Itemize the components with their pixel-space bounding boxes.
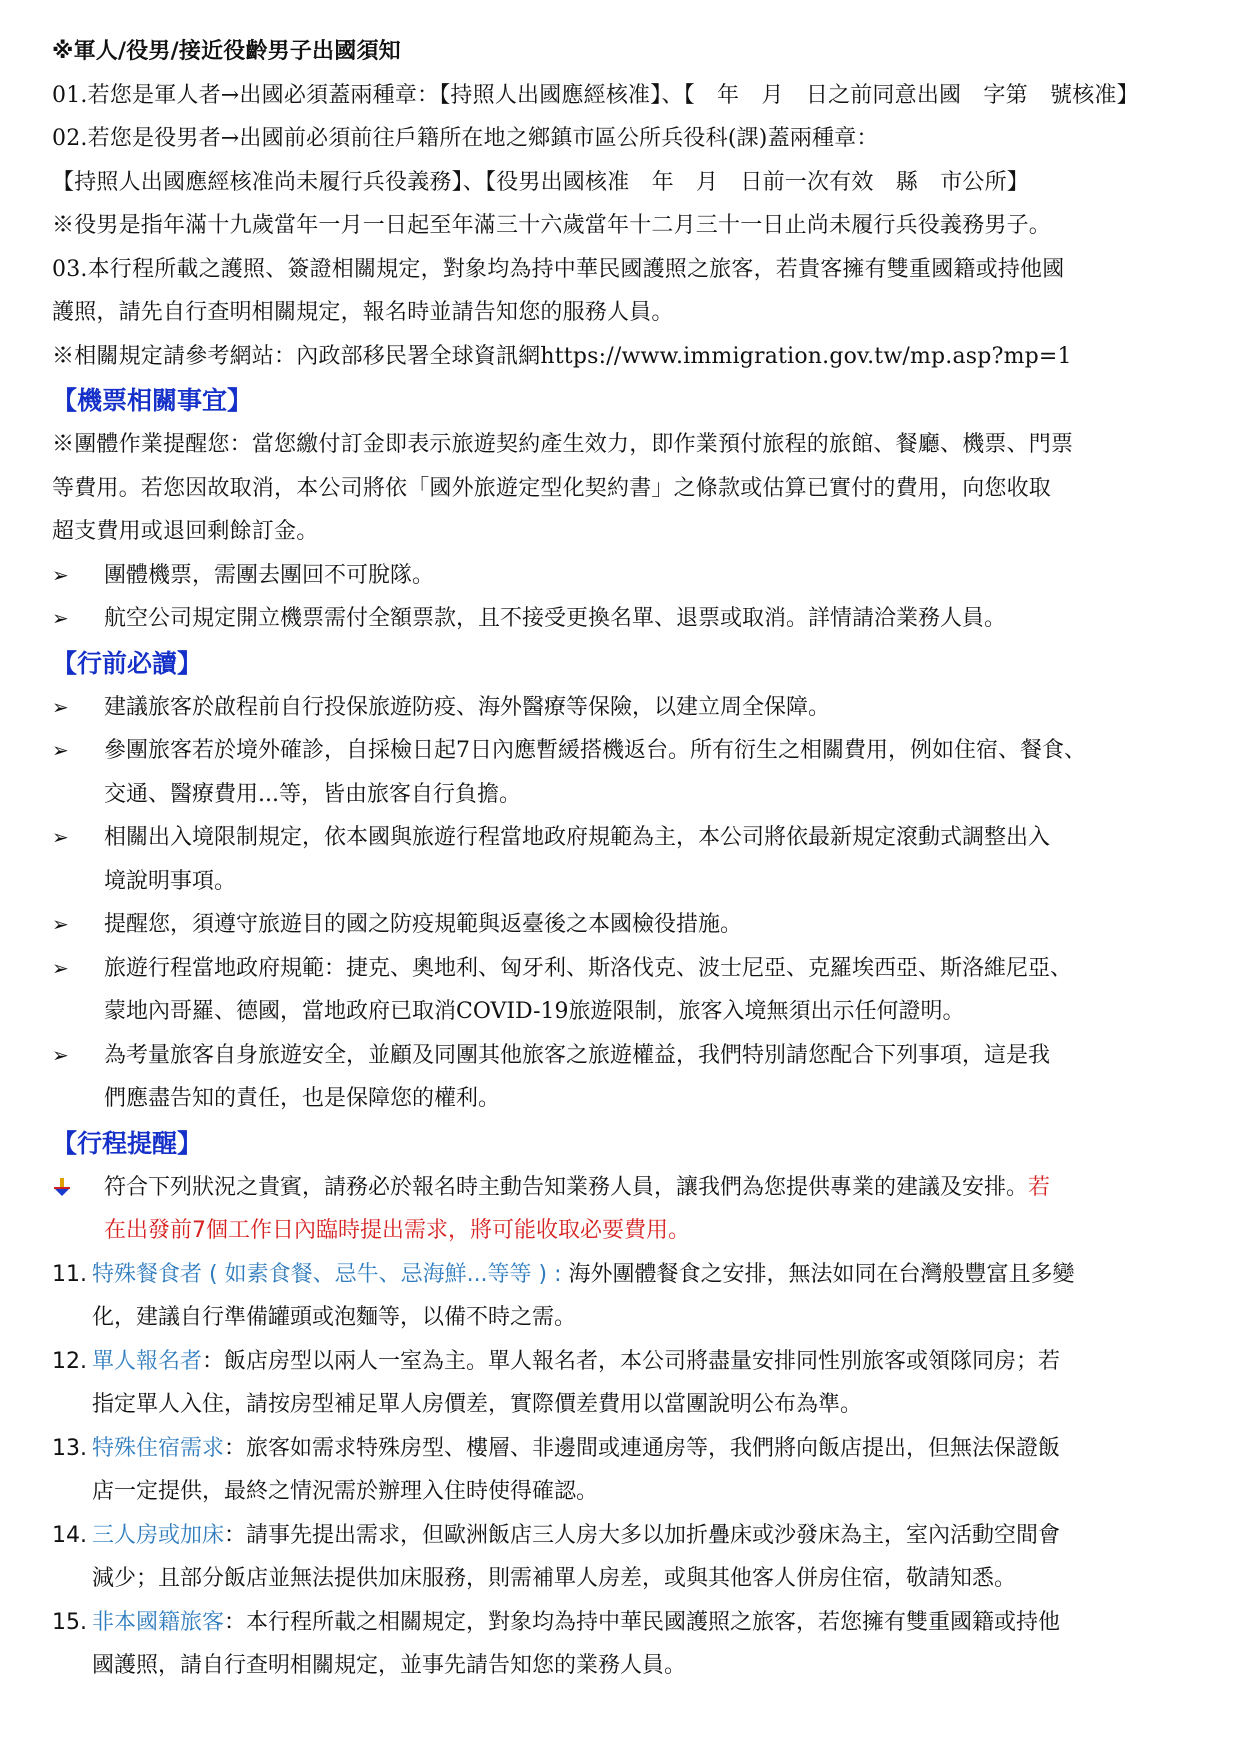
predeparture-bullet-text: 為考量旅客自身旅遊安全，並顧及同團其他旅客之旅遊權益，我們特別請您配合下列事項，這是我 — [104, 1042, 1051, 1068]
ticket-bullet — [52, 554, 1202, 598]
item-text: 減少；且部分飯店並無法提供加床服務，則需補單人房差，或與其他客人併房住宿，敬請知悉。 — [92, 1566, 1017, 1591]
military-title: ※軍人/役男/接近役齡男子出國須知 — [52, 39, 401, 64]
item-label: 特殊餐食者 ( 如素食餐、忌牛、忌海鮮...等等 ) : — [92, 1261, 562, 1287]
ticket-bullet — [52, 597, 1202, 641]
item-text: ：本行程所載之相關規定，對象均為持中華民國護照之旅客，若您擁有雙重國籍或持他 — [224, 1609, 1061, 1635]
predeparture-bullet-text: 們應盡告知的責任，也是保障您的權利。 — [104, 1086, 501, 1111]
item-number: 12. — [52, 1348, 87, 1374]
predeparture-bullet-text: 旅遊行程當地政府規範：捷克、奧地利、匈牙利、斯洛伐克、波士尼亞、克羅埃西亞、斯洛維尼亞、 — [104, 955, 1073, 981]
item-text: 國護照，請自行查明相關規定，並事先請告知您的業務人員。 — [92, 1653, 687, 1678]
item-text: 店一定提供，最終之情況需於辦理入住時使得確認。 — [92, 1479, 599, 1504]
military-line-02b: 【持照人出國應經核准尚未履行兵役義務】、【役男出國核准 年 月 日前一次有效 縣 市公所】 — [52, 169, 1030, 195]
arrow-bullet-icon: ➢ — [52, 825, 69, 849]
predeparture-bullet-text: 蒙地內哥羅、德國，當地政府已取消COVID-19旅遊限制，旅客入境無須出示任何證明。 — [104, 999, 965, 1024]
item-number: 15. — [52, 1609, 87, 1635]
predeparture-bullet-text: 參團旅客若於境外確診，自採檢日起7日內應暫緩搭機返台。所有衍生之相關費用，例如住宿、餐食、 — [104, 738, 1087, 763]
ticket-para-line: 等費用。若您因故取消，本公司將依「國外旅遊定型化契約書」之條款或估算已實付的費用，向您收取 — [52, 475, 1052, 501]
item-text: 化，建議自行準備罐頭或泡麵等，以備不時之需。 — [92, 1305, 577, 1330]
reminder-item — [52, 1514, 1202, 1601]
predeparture-bullet-text: 交通、醫療費用...等，皆由旅客自行負擔。 — [104, 781, 521, 807]
item-text: ：請事先提出需求，但歐洲飯店三人房大多以加折疊床或沙發床為主，室內活動空間會 — [224, 1522, 1061, 1548]
military-line-03b: 護照，請先自行查明相關規定，報名時並請告知您的服務人員。 — [52, 300, 674, 325]
reminder-intro-red: 在出發前7個工作日內臨時提出需求，將可能收取必要費用。 — [104, 1218, 690, 1243]
predeparture-bullet — [52, 947, 1202, 1034]
military-line-03a: 03.本行程所載之護照、簽證相關規定，對象均為持中華民國護照之旅客，若貴客擁有雙重國籍或持他國 — [52, 256, 1065, 282]
item-text: 海外團體餐食之安排，無法如同在台灣般豐富且多變 — [561, 1261, 1075, 1287]
predeparture-bullet-text: 境說明事項。 — [104, 868, 237, 894]
arrow-bullet-icon: ➢ — [52, 562, 69, 587]
predeparture-bullet — [52, 816, 1202, 903]
item-text: 指定單人入住，請按房型補足單人房價差，實際價差費用以當團說明公布為準。 — [92, 1392, 863, 1417]
arrow-bullet-icon: ➢ — [52, 606, 69, 630]
predeparture-bullet — [52, 903, 1202, 947]
reminder-item — [52, 1340, 1202, 1427]
item-number: 11. — [52, 1261, 87, 1287]
item-text: ：飯店房型以兩人一室為主。單人報名者，本公司將盡量安排同性別旅客或領隊同房；若 — [202, 1348, 1061, 1374]
document-page — [52, 30, 1202, 1688]
item-label: 特殊住宿需求 — [92, 1435, 225, 1461]
ticket-para-line: 超支費用或退回剩餘訂金。 — [52, 519, 319, 544]
reminder-item — [52, 1253, 1202, 1340]
predeparture-bullet-text: 建議旅客於啟程前自行投保旅遊防疫、海外醫療等保險，以建立周全保障。 — [104, 694, 831, 720]
reminder-item — [52, 1601, 1202, 1688]
reminder-heading: 【行程提醒】 — [52, 1128, 203, 1158]
predeparture-bullet — [52, 729, 1202, 816]
flag-bullet-icon — [52, 1166, 104, 1210]
reminder-item — [52, 1427, 1202, 1514]
item-label: 三人房或加床 — [92, 1522, 225, 1548]
arrow-bullet-icon: ➢ — [52, 738, 69, 762]
ticket-para-line: ※團體作業提醒您：當您繳付訂金即表示旅遊契約產生效力，即作業預付旅程的旅館、餐廳、機票、門票 — [52, 432, 1074, 457]
reminder-intro-text: 符合下列狀況之貴賓，請務必於報名時主動告知業務人員，讓我們為您提供專業的建議及安排。 — [104, 1174, 1029, 1200]
arrow-bullet-icon: ➢ — [52, 694, 69, 719]
item-label: 單人報名者 — [92, 1348, 203, 1374]
item-text: ：旅客如需求特殊房型、樓層、非邊間或連通房等，我們將向飯店提出，但無法保證飯 — [224, 1435, 1061, 1461]
predeparture-bullet-text: 相關出入境限制規定，依本國與旅遊行程當地政府規範為主，本公司將依最新規定滾動式調整出入 — [104, 825, 1051, 850]
military-note-age: ※役男是指年滿十九歲當年一月一日起至年滿三十六歲當年十二月三十一日止尚未履行兵役義務男子。 — [52, 213, 1052, 238]
ticket-bullet-text: 航空公司規定開立機票需付全額票款，且不接受更換名單、退票或取消。詳情請洽業務人員。 — [104, 606, 1007, 631]
reminder-intro — [52, 1166, 1202, 1253]
arrow-bullet-icon: ➢ — [52, 912, 69, 936]
military-line-02: 02.若您是役男者→出國前必須前往戶籍所在地之鄉鎮市區公所兵役科(課)蓋兩種章： — [52, 126, 879, 151]
item-number: 13. — [52, 1435, 87, 1461]
ticket-bullet-text: 團體機票，需團去團回不可脫隊。 — [104, 562, 435, 588]
item-number: 14. — [52, 1522, 87, 1548]
arrow-bullet-icon: ➢ — [52, 955, 69, 980]
predeparture-heading: 【行前必讀】 — [52, 648, 203, 678]
arrow-bullet-icon: ➢ — [52, 1042, 69, 1067]
item-label: 非本國籍旅客 — [92, 1609, 225, 1635]
ticket-heading: 【機票相關事宜】 — [52, 386, 253, 415]
military-line-01: 01.若您是軍人者→出國必須蓋兩種章：【持照人出國應經核准】、【 年 月 日之前同意出國 字第 號核准】 — [52, 82, 1139, 108]
predeparture-bullet — [52, 1034, 1202, 1121]
military-note-web: ※相關規定請參考網站：內政部移民署全球資訊網https://www.immigration.gov.tw/mp.asp?mp=1 — [52, 343, 1072, 369]
predeparture-bullet — [52, 686, 1202, 730]
reminder-intro-red: 若 — [1028, 1174, 1051, 1200]
predeparture-bullet-text: 提醒您，須遵守旅遊目的國之防疫規範與返臺後之本國檢役措施。 — [104, 912, 743, 937]
